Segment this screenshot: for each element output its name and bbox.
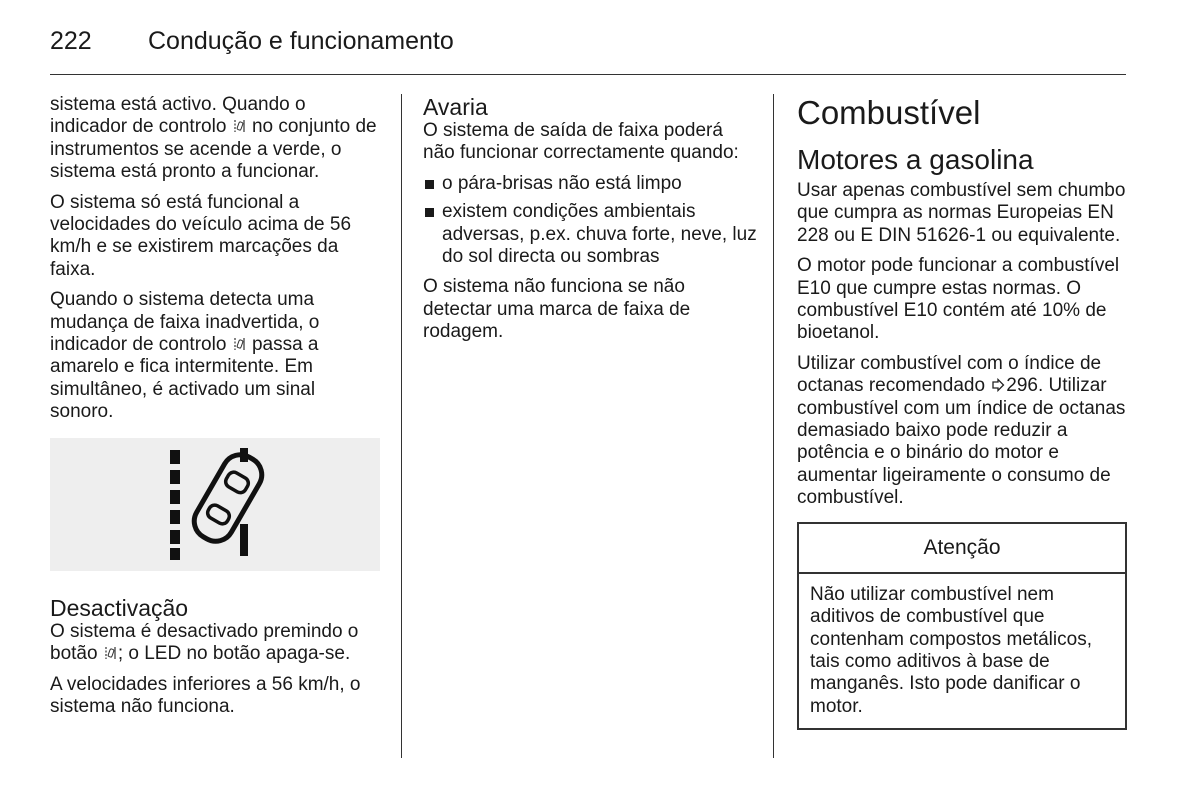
paragraph: O sistema só está funcional a velocidades do veículo acima de 56 km/h e se existirem marcações da faixa.	[50, 191, 352, 280]
paragraph-text: ; o LED no botão apaga-se.	[117, 643, 351, 665]
paragraph-text: . Utilizar combustível com um índice de octanas demasiado baixo pode reduzir a potência e o binário do motor e aumentar ligeiramente o consumo de combustível.	[797, 375, 1126, 509]
paragraph	[50, 621, 382, 666]
column-divider-2	[773, 94, 774, 758]
lane-departure-illustration	[50, 438, 380, 571]
column-2	[423, 94, 758, 352]
bullet-icon	[425, 180, 434, 189]
section-heading: Motores a gasolina	[797, 144, 1034, 175]
header-divider	[50, 74, 1126, 75]
column-1	[50, 94, 382, 726]
paragraph-text: O sistema é desactivado premindo o botão	[50, 620, 359, 665]
warning-title: Atenção	[799, 524, 1125, 574]
lane-departure-indicator-icon	[234, 337, 245, 351]
section-heading: Desactivação	[50, 594, 189, 621]
paragraph	[797, 353, 1127, 510]
paragraph-text: no conjunto de instrumentos se acende a verde, o sistema está pronto a funcionar.	[50, 116, 377, 183]
bullet-icon	[425, 208, 434, 217]
paragraph: O motor pode funcionar a combustível E10 que cumpre estas normas. O combustível E10 contém até 10% de bioetanol.	[797, 255, 1120, 344]
column-divider-1	[401, 94, 402, 758]
list-item	[423, 201, 758, 268]
page-header	[50, 26, 1126, 76]
page-number: 222	[50, 27, 92, 55]
warning-box	[797, 522, 1127, 730]
section-heading: Avaria	[423, 94, 488, 120]
list-item-text: o pára-brisas não está limpo	[442, 172, 682, 194]
paragraph-text: Quando o sistema detecta uma mudança de faixa inadvertida, o indicador de controlo	[50, 289, 320, 356]
bullet-list	[423, 173, 758, 269]
lane-departure-car-icon	[50, 438, 380, 571]
warning-body: Não utilizar combustível nem aditivos de combustível que contenham compostos metálicos, tais como aditivos à base de manganês. Isto pode danificar o motor.	[810, 583, 1092, 717]
lane-departure-indicator-icon	[234, 119, 245, 133]
page-reference-arrow-icon	[991, 378, 1005, 392]
list-item	[423, 173, 758, 195]
paragraph: Usar apenas combustível sem chumbo que cumpra as normas Europeias EN 228 ou E DIN 51626-1 ou equivalente.	[797, 180, 1126, 246]
paragraph-text: sistema está activo. Quando o indicador de controlo	[50, 94, 306, 138]
page-reference-link[interactable]: 296	[1006, 375, 1038, 397]
chapter-title: Condução e funcionamento	[148, 27, 454, 55]
paragraph-text: Utilizar combustível com o índice de octanas recomendado	[797, 352, 1102, 397]
paragraph-text: passa a amarelo e fica intermitente. Em simultâneo, é activado um sinal sonoro.	[50, 334, 319, 423]
page-title: Combustível	[797, 94, 981, 131]
lane-departure-button-icon	[105, 646, 116, 660]
paragraph: A velocidades inferiores a 56 km/h, o sistema não funciona.	[50, 673, 361, 717]
paragraph	[50, 94, 382, 184]
paragraph	[50, 289, 382, 423]
column-3	[797, 94, 1127, 730]
paragraph: O sistema não funciona se não detectar uma marca de faixa de rodagem.	[423, 276, 691, 343]
list-item-text: existem condições ambientais adversas, p.ex. chuva forte, neve, luz do sol directa ou sombras	[442, 201, 757, 268]
paragraph: O sistema de saída de faixa poderá não funcionar correctamente quando:	[423, 120, 739, 164]
